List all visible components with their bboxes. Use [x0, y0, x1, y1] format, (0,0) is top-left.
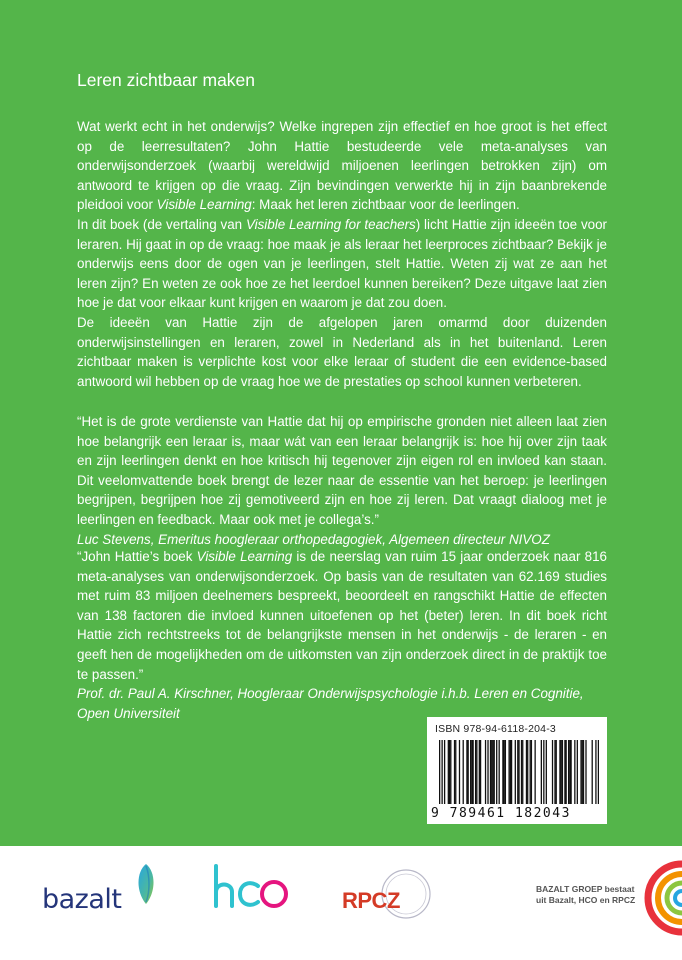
- barcode-bar: [568, 740, 569, 804]
- intro-paragraph-2: [77, 215, 607, 313]
- barcode-bar: [580, 740, 581, 804]
- barcode-bar: [559, 740, 560, 804]
- quote-1: [77, 412, 607, 549]
- barcode-bar: [503, 740, 504, 804]
- barcode-bar: [454, 740, 455, 804]
- bazalt-wordmark: bazalt: [42, 884, 122, 915]
- barcode-bar: [566, 740, 567, 804]
- intro-paragraph-1-text: Wat werkt echt in het onderwijs? Welke ingrepen zijn effectief en hoe groot is het effect op de leerresultaten? John Hattie bestudeerde vele meta-analyses van onderwijsonderzoek (waarbij wereldwijd miljoenen leerlingen betrokken zijn) om antwoord te krijgen op die vraag. Zijn bevindingen verwerkte hij in zijn baanbrekende pleidooi voor: [77, 119, 607, 213]
- bazalt-groep-swirl-icon: [640, 856, 682, 940]
- barcode-bar: [522, 740, 523, 804]
- barcode-bar: [502, 740, 503, 804]
- barcode-bar: [505, 740, 506, 804]
- barcode-bar: [583, 740, 584, 804]
- barcode-bar: [448, 740, 449, 804]
- barcode-bar: [496, 740, 497, 804]
- isbn-barcode: [427, 717, 607, 824]
- intro-paragraph-2-end: ) licht Hattie zijn ideeën toe voor leraren. Hij gaat in op de vraag: hoe maak je als leraar het leerproces zichtbaar? Bekijk je onderwijs eens door de ogen van je leerlingen, stelt Hattie. Weten zij wat ze aan het leren zijn? En weten ze ook hoe ze het leerdoel kunnen bereiken? Deze uitgave laat zien hoe je dat voor elkaar kunt krijgen en waarom je dat zou doen.: [77, 217, 608, 311]
- barcode-bar: [494, 740, 495, 804]
- barcode-bar: [541, 740, 542, 804]
- barcode-bar: [595, 740, 596, 804]
- barcode-bar: [564, 740, 565, 804]
- quote-2: [77, 547, 607, 723]
- quote-2-end: is de neerslag van ruim 15 jaar onderzoek naar 816 meta-analyses van onderwijsonderzoek. Op basis van de resultaten van 62.169 studies met ruim 83 miljoen deelnemers bespreekt, beoordeelt en rangschikt Hattie de effecten van 138 factoren die invloed kunnen uitoefenen op het (beter) leren. In dit boek richt Hattie zich rechtstreeks tot de belangrijkste mensen in het onderwijs - de leraren - en geeft hen de mogelijkheden om de uitkomsten van zijn onderzoek direct in de praktijk toe te passen.”: [77, 549, 607, 682]
- bazalt-leaf-icon: [134, 862, 158, 906]
- barcode-bar: [527, 740, 528, 804]
- barcode-bar: [517, 740, 518, 804]
- barcode-bar: [561, 740, 562, 804]
- barcode-bar: [521, 740, 522, 804]
- intro-paragraph-3: De ideeën van Hattie zijn de afgelopen jaren omarmd door duizenden onderwijsinstellingen en leraren, zowel in Nederland als in het buitenland. Leren zichtbaar maken is verplichte kost voor elke leraar of student die een evidence-based antwoord wil hebben op de vraag hoe we de prestaties op school kunnen verbeteren.: [77, 315, 607, 389]
- barcode-bar: [441, 740, 442, 804]
- quote-2-italic: Visible Learning: [196, 549, 293, 564]
- barcode-bar: [472, 740, 473, 804]
- barcode-bar: [515, 740, 516, 804]
- barcode-bar: [577, 740, 578, 804]
- barcode-digits: 9 789461 182043: [431, 806, 571, 821]
- barcode-bar: [574, 740, 575, 804]
- barcode-bars: [439, 740, 599, 804]
- barcode-bar: [585, 740, 586, 804]
- barcode-bar: [518, 740, 519, 804]
- intro-paragraph-1-italic: Visible Learning: [156, 197, 252, 213]
- quote-1-text: “Het is de grote verdienste van Hattie dat hij op empirische gronden niet alleen laat zien hoe belangrijk een leraar is, maar wát van een leraar belangrijk is: hoe hij over zijn taak en zijn leerlingen denkt en hoe kritisch hij tegenover zijn eigen rol en invloed kan staan. Dit veelomvattende boek brengt de lezer naar de essentie van het beroep: je leerlingen begrijpen, begrijpen hoe zij gemotiveerd zijn en hoe zij leren. Dat vraagt dialoog met je leerlingen en feedback. Maar ook met je collega’s.”: [77, 414, 607, 527]
- quote-2-attribution: Prof. dr. Paul A. Kirschner, Hoogleraar Onderwijspsychologie i.h.b. Leren en Cognitie, Open Universiteit: [77, 686, 584, 721]
- book-title: Leren zichtbaar maken: [77, 70, 256, 90]
- barcode-bar: [485, 740, 486, 804]
- barcode-bar: [552, 740, 553, 804]
- barcode-bar: [470, 740, 471, 804]
- barcode-bar: [562, 740, 563, 804]
- hco-logo: [210, 862, 320, 918]
- barcode-bar: [463, 740, 464, 804]
- barcode-bar: [466, 740, 467, 804]
- barcode-bar: [554, 740, 555, 804]
- barcode-bar: [444, 740, 445, 804]
- barcode-bar: [491, 740, 492, 804]
- bazalt-logo: [42, 862, 152, 918]
- bazalt-groep-statement: [536, 884, 646, 905]
- barcode-bar: [479, 740, 480, 804]
- intro-paragraph-1: [77, 117, 607, 215]
- barcode-bar: [508, 740, 509, 804]
- barcode-bar: [535, 740, 536, 804]
- barcode-bar: [476, 740, 477, 804]
- barcode-bar: [526, 740, 527, 804]
- intro-paragraph-2-start: In dit boek (de vertaling van: [77, 217, 246, 232]
- barcode-bar: [450, 740, 451, 804]
- rpcz-wordmark: RPCZ: [342, 888, 400, 913]
- barcode-bar: [531, 740, 532, 804]
- barcode-bar: [492, 740, 493, 804]
- intro-paragraph-2-italic: Visible Learning for teachers: [245, 217, 416, 232]
- barcode-bar: [543, 740, 544, 804]
- barcode-bar: [570, 740, 571, 804]
- barcode-bar: [455, 740, 456, 804]
- barcode-bar: [459, 740, 460, 804]
- barcode-bar: [556, 740, 557, 804]
- rpcz-logo: [340, 862, 460, 922]
- barcode-bar: [499, 740, 500, 804]
- barcode-bar: [511, 740, 512, 804]
- barcode-bar: [530, 740, 531, 804]
- barcode-bar: [487, 740, 488, 804]
- barcode-bar: [592, 740, 593, 804]
- isbn-number: ISBN 978-94-6118-204-3: [435, 723, 556, 735]
- quote-2-start: “John Hattie’s boek: [77, 549, 197, 564]
- barcode-bar: [569, 740, 570, 804]
- quote-1-attribution: Luc Stevens, Emeritus hoogleraar orthopedagogiek, Algemeen directeur NIVOZ: [77, 531, 550, 547]
- barcode-bar: [598, 740, 599, 804]
- barcode-bar: [475, 740, 476, 804]
- hco-wordmark-icon: [210, 862, 320, 918]
- barcode-bar: [480, 740, 481, 804]
- barcode-bar: [439, 740, 440, 804]
- barcode-bar: [471, 740, 472, 804]
- intro-paragraph-1-end: : Maak het leren zichtbaar voor de leerlingen.: [251, 197, 520, 213]
- barcode-bar: [510, 740, 511, 804]
- group-text-line-1: BAZALT GROEP bestaat: [536, 884, 635, 894]
- barcode-bar: [582, 740, 583, 804]
- group-text-line-2: uit Bazalt, HCO en RPCZ: [536, 894, 636, 905]
- barcode-bar: [468, 740, 469, 804]
- barcode-bar: [490, 740, 491, 804]
- barcode-bar: [546, 740, 547, 804]
- barcode-bar: [449, 740, 450, 804]
